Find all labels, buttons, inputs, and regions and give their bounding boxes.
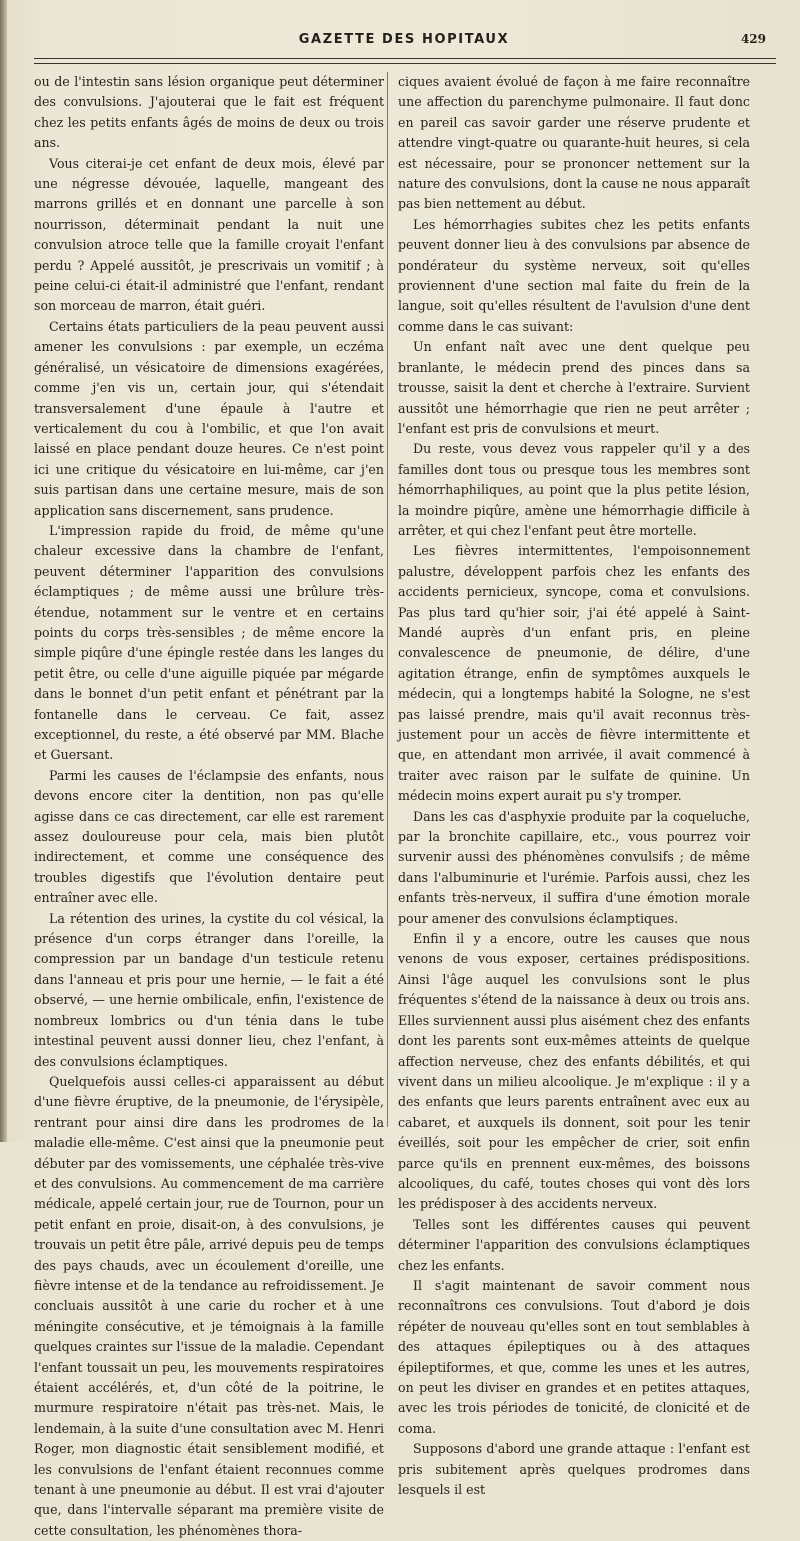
paragraph: L'impression rapide du froid, de même qu'une chaleur excessive dans la chambre de l'enfant, peuvent déterminer l'apparition des convulsions éclamptiques ; de même aussi une brûlure très-étendue, notamment sur le ventre et en certains points du corps très-sensibles ; de même encore la simple piqûre d'une épingle restée dans les langes du petit être, ou celle d'une aiguille piquée par mégarde dans le bonnet d'un petit enfant et pénétrant par la fontanelle dans le cerveau. Ce fait, assez exceptionnel, du reste, a été observé par MM. Blache et Guersant. (34, 522, 384, 763)
paragraph: Du reste, vous devez vous rappeler qu'il y a des familles dont tous ou presque tous les membres sont hémorrhaphiliques, au point que la plus petite lésion, la moindre piqûre, amène une hémorrhagie difficile à arrêter, et qui chez l'enfant peut être mortelle. (398, 441, 750, 538)
paragraph: Enfin il y a encore, outre les causes que nous venons de vous exposer, certaines prédispositions. Ainsi l'âge auquel les convulsions sont le plus fréquentes s'étend de la naissance à deux ou trois ans. Elles surviennent aussi plus aisément chez des enfants dont les parents sont eux-mêmes atteints de quelque affection nerveuse, chez des enfants débilités, et qui vivent dans un milieu alcoolique. Je m'explique : il y a des enfants que leurs parents entraînent avec eux au cabaret, et auxquels ils donnent, soit pour les tenir éveillés, soit pour les empêcher de crier, soit enfin parce qu'ils en prennent eux-mêmes, des boissons alcooliques, du café, toutes choses qui vont dès lors les prédisposer à des accidents nerveux. (398, 931, 750, 1212)
paragraph: ou de l'intestin sans lésion organique peut déterminer des convulsions. J'ajouterai que le fait est fréquent chez les petits enfants âgés de moins de deux ou trois ans. (34, 74, 384, 151)
paragraph: Les fièvres intermittentes, l'empoisonnement palustre, développent parfois chez les enfants des accidents pernicieux, syncope, coma et convulsions. Pas plus tard qu'hier soir, j'ai été appelé à Saint-Mandé auprès d'un enfant pris, en pleine convalescence de pneumonie, de délire, d'une agitation étrange, enfin de symptômes auxquels le médecin, qui a longtemps habité la Sologne, ne s'est pas laissé prendre, mais qu'il avait reconnus très-justement pour un accès de fièvre intermittente et que, en attendant mon arrivée, il avait commencé à traiter avec raison par le sulfate de quinine. Un médecin moins expert aurait pu s'y tromper. (398, 543, 750, 804)
paragraph: ciques avaient évolué de façon à me faire reconnaître une affection du parenchyme pulmonaire. Il faut donc en pareil cas savoir garder une réserve prudente et attendre vingt-quatre ou quarante-huit heures, si cela est nécessaire, pour se prononcer nettement sur la nature des convulsions, dont la cause ne nous apparaît pas bien nettement au début. (398, 74, 750, 212)
binding-edge (0, 0, 7, 1142)
left-column (34, 72, 384, 1541)
paragraph: Dans les cas d'asphyxie produite par la coqueluche, par la bronchite capillaire, etc., vous pourrez voir survenir aussi des phénomènes convulsifs ; de même dans l'albuminurie et l'urémie. Parfois aussi, chez les enfants très-nerveux, il suffira d'une émotion morale pour amener des convulsions éclamptiques. (398, 808, 750, 926)
paragraph: Il s'agit maintenant de savoir comment nous reconnaîtrons ces convulsions. Tout d'abord je dois répéter de nouveau qu'elles sont en tout semblables à des attaques épileptiques ou à des attaques épileptiformes, et que, comme les unes et les autres, on peut les diviser en grandes et en petites attaques, avec les trois périodes de tonicité, de clonicité et de coma. (398, 1277, 750, 1436)
running-title: GAZETTE DES HOPITAUX (298, 32, 510, 47)
header-rule-top (34, 58, 776, 59)
paragraph: Quelquefois aussi celles-ci apparaissent au début d'une fièvre éruptive, de la pneumonie, de l'érysipèle, rentrant pour ainsi dire dans les prodromes de la maladie elle-même. C'est ainsi que la pneumonie peut débuter par des vomissements, une céphalée très-vive et des convulsions. Au commencement de ma carrière médicale, appelé certain jour, rue de Tournon, pour un petit enfant en proie, disait-on, à des convulsions, je trouvais un petit être pâle, arrivé depuis peu de temps des pays chauds, avec un écoulement d'oreille, une fièvre intense et de la tendance au refroidissement. Je concluais aussitôt à une carie du rocher et à une méningite consécutive, et je témoignais à la famille quelques craintes sur l'issue de la maladie. Cependant l'enfant toussait un peu, les mouvements respiratoires étaient accélérés, et, d'un côté de la poitrine, le murmure respiratoire n'était pas très-net. Mais, le lendemain, à la suite d'une consultation avec M. Henri Roger, mon diagnostic était sensiblement modifié, et les convulsions de l'enfant étaient reconnues comme tenant à une pneumonie au début. Il est vrai d'ajouter que, dans l'intervalle séparant ma première visite de cette consultation, les phénomènes thora- (34, 1073, 384, 1538)
paragraph: Un enfant naît avec une dent quelque peu branlante, le médecin prend des pinces dans sa trousse, saisit la dent et cherche à l'extraire. Survient aussitôt une hémorrhagie que rien ne peut arrêter ; l'enfant est pris de convulsions et meurt. (398, 339, 750, 436)
paragraph: La rétention des urines, la cystite du col vésical, la présence d'un corps étranger dans l'oreille, la compression par un bandage d'un testicule retenu dans l'anneau et pris pour une hernie, — le fait a été observé, — une hernie ombilicale, enfin, l'existence de nombreux lombrics ou d'un ténia dans le tube intestinal peuvent aussi donner lieu, chez l'enfant, à des convulsions éclamptiques. (34, 910, 384, 1069)
page-number: 429 (740, 32, 766, 46)
paragraph: Vous citerai-je cet enfant de deux mois, élevé par une négresse dévouée, laquelle, mangeant des marrons grillés et en donnant une parcelle à son nourrisson, déterminait pendant la nuit une convulsion atroce telle que la famille croyait l'enfant perdu ? Appelé aussitôt, je prescrivais un vomitif ; à peine celui-ci était-il administré que l'enfant, rendant son morceau de marron, était guéri. (34, 155, 384, 314)
paragraph: Parmi les causes de l'éclampsie des enfants, nous devons encore citer la dentition, non pas qu'elle agisse dans ce cas directement, car elle est rarement assez douloureuse pour cela, mais bien plutôt indirectement, et comme une conséquence des troubles digestifs que l'évolution dentaire peut entraîner avec elle. (34, 767, 384, 906)
paragraph: Certains états particuliers de la peau peuvent aussi amener les convulsions : par exemple, un eczéma généralisé, un vésicatoire de dimensions exagérées, comme j'en vis un, certain jour, qui s'étendait transversalement d'une épaule à l'autre et verticalement du cou à l'ombilic, et que l'on avait laissé en place pendant douze heures. Ce n'est point ici une critique du vésicatoire en lui-même, car j'en suis partisan dans une certaine mesure, mais de son application sans discernement, sans prudence. (34, 318, 384, 518)
header-rule-bottom (34, 63, 776, 64)
paragraph: Telles sont les différentes causes qui peuvent déterminer l'apparition des convulsions éclamptiques chez les enfants. (398, 1216, 750, 1273)
right-column (398, 72, 750, 1500)
page-header (30, 28, 778, 52)
column-divider (387, 72, 388, 1127)
paragraph: Les hémorrhagies subites chez les petits enfants peuvent donner lieu à des convulsions par absence de pondérateur du système nerveux, soit qu'elles proviennent d'une section mal faite du frein de la langue, soit qu'elles résultent de l'avulsion d'une dent comme dans le cas suivant: (398, 216, 750, 334)
paragraph: Supposons d'abord une grande attaque : l'enfant est pris subitement après quelques prodromes dans lesquels il est (398, 1441, 750, 1498)
